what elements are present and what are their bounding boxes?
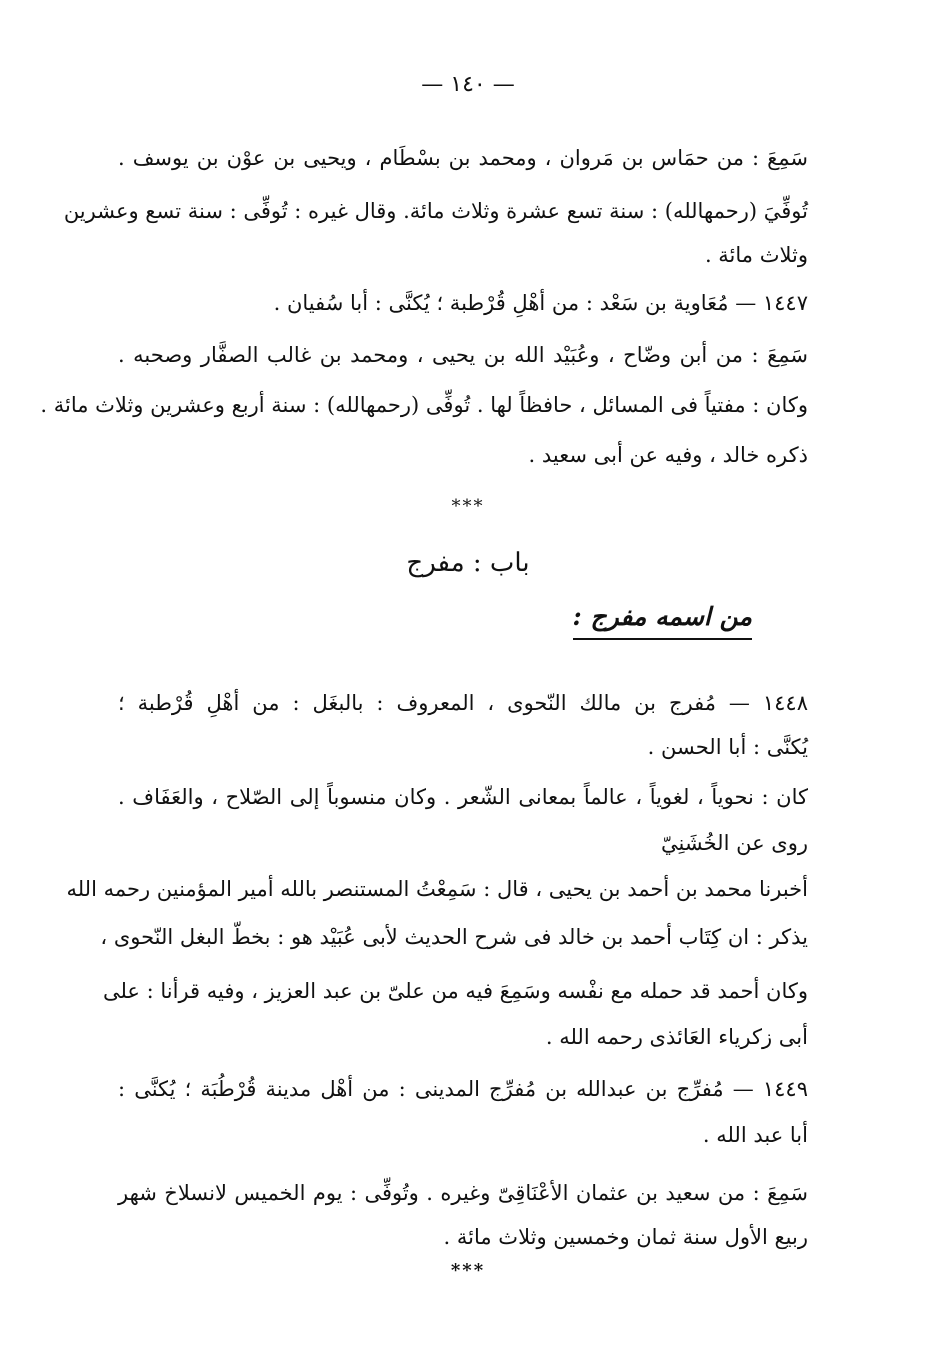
entry-1447-heading: ١٤٤٧ — مُعَاوية بن سَعْد : من أهْلِ قُرْطبة ؛ يُكنَّى : أبا سُفيان . <box>273 291 808 315</box>
text-line: وكان أحمد قد حمله مع نفْسه وسَمِعَ فيه من علىّ بن عبد العزيز ، وفيه قرأنا : على <box>102 979 808 1003</box>
text-line: يُكنَّى : أبا الحسن . <box>647 735 808 759</box>
text-line: وكان : مفتياً فى المسائل ، حافظاً لها . تُوفِّى (رحمهالله) : سنة أربع وعشرين وثلاث مائة . <box>40 393 808 417</box>
entry-1448-heading: ١٤٤٨ — مُفرج بن مالك النّحوى ، المعروف : بالبغَل : من أهْلِ قُرْطبة ؛ <box>118 691 808 715</box>
entry-1449-heading: ١٤٤٩ — مُفرِّج بن عبدالله بن مُفرِّج المدينى : من أهْل مدينة قُرْطُبَة ؛ يُكنَّى : <box>118 1077 808 1101</box>
section-separator: *** <box>450 1260 486 1281</box>
text-line: أخبرنا محمد بن أحمد بن يحيى ، قال : سَمِعْتُ المستنصر بالله أمير المؤمنين رحمه الله <box>66 877 808 901</box>
text-line: يذكر : ان كِتَاب أحمد بن خالد فى شرح الحديث لأبى عُبَيْد هو : بخطّ البغل النّحوى ، <box>100 925 808 949</box>
text-line: روى عن الخُشَنِيّ <box>661 831 808 855</box>
text-line: أبا عبد الله . <box>702 1123 808 1147</box>
text-line: كان : نحوياً ، لغوياً ، عالماً بمعانى الشّعر . وكان منسوباً إلى الصّلاح ، والعَفَاف . <box>118 785 808 809</box>
subheading: من اسمه مفرج : <box>573 600 752 640</box>
text-line: سَمِعَ : من حمَاس بن مَروان ، ومحمد بن بسْطَام ، ويحيى بن عوْن بن يوسف . <box>118 146 808 170</box>
text-line: سَمِعَ : من أبن وضّاح ، وعُبَيْد الله بن يحيى ، ومحمد بن غالب الصفَّار وصحبه . <box>118 343 808 367</box>
page-number: — ١٤٠ — <box>421 72 515 97</box>
text-line: وثلاث مائة . <box>704 243 808 267</box>
text-line: سَمِعَ : من سعيد بن عثمان الأعْنَاقِىّ وغيره . وتُوفِّى : يوم الخميس لانسلاخ شهر <box>118 1181 808 1205</box>
text-line: تُوفِّيَ (رحمهالله) : سنة تسع عشرة وثلاث مائة. وقال غيره : تُوفِّى : سنة تسع وعشرين <box>63 199 808 223</box>
section-separator: *** <box>451 496 485 517</box>
chapter-title: باب : مفرج <box>406 548 530 578</box>
text-line: ذكره خالد ، وفيه عن أبى سعيد . <box>528 443 808 467</box>
text-line: أبى زكرياء العَائذى رحمه الله . <box>545 1025 808 1049</box>
text-line: ربيع الأول سنة ثمان وخمسين وثلاث مائة . <box>443 1225 808 1249</box>
